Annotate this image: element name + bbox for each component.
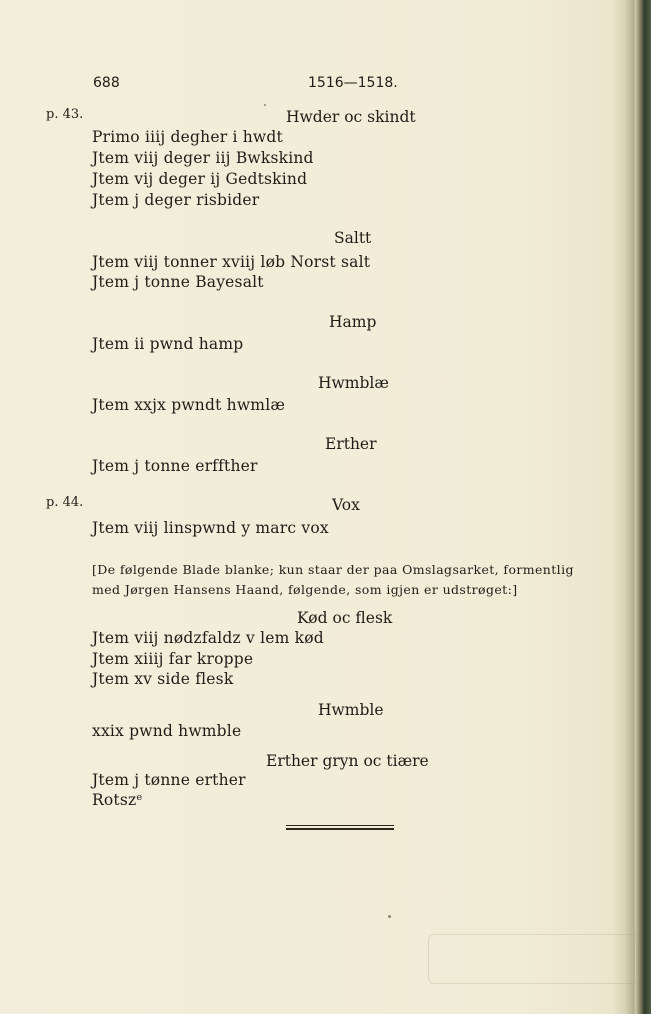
entry-line: Jtem xxjx pwndt hwmlæ <box>92 396 286 414</box>
closing-rule <box>286 825 394 826</box>
binding-edge <box>635 0 651 1014</box>
heading-hamp: Hamp <box>329 313 377 331</box>
heading-erther: Erther <box>325 435 377 453</box>
binding-shadow <box>625 0 635 1014</box>
entry-line: Jtem vij deger ij Gedtskind <box>92 170 308 188</box>
entry-line: Jtem j tonne Bayesalt <box>92 273 264 291</box>
paper-speck <box>264 104 266 106</box>
page-corner-mark <box>428 934 640 984</box>
heading-hwder: Hwder oc skindt <box>286 108 416 126</box>
paper-speck <box>388 915 391 918</box>
closing-rule <box>286 828 394 830</box>
entry-line: Jtem j tønne erther <box>92 771 246 789</box>
editorial-note-line: med Jørgen Hansens Haand, følgende, som igjen er udstrøget:] <box>92 582 518 597</box>
heading-hwmblae: Hwmblæ <box>318 374 389 392</box>
heading-vox: Vox <box>332 496 360 514</box>
heading-kod: Kød oc flesk <box>297 609 393 627</box>
entry-line: Jtem viij nødzfaldz v lem kød <box>92 629 324 647</box>
entry-line: Jtem xiiij far kroppe <box>92 650 254 668</box>
entry-line: Jtem ii pwnd hamp <box>92 335 244 353</box>
editorial-note <box>92 560 638 600</box>
entry-line: Jtem viij linspwnd y marc vox <box>92 519 329 537</box>
page-years: 1516—1518. <box>308 75 398 91</box>
page-number: 688 <box>93 75 120 91</box>
entry-line: Jtem viij tonner xviij løb Norst salt <box>92 253 371 271</box>
entry-line: xxix pwnd hwmble <box>92 722 242 740</box>
entry-line: Jtem j tonne erffther <box>92 457 258 475</box>
heading-gryn: Erther gryn oc tiære <box>266 752 429 770</box>
heading-hwmble: Hwmble <box>318 701 384 719</box>
margin-ref-p43: p. 43. <box>46 107 84 122</box>
entry-line: Jtem viij deger iij Bwkskind <box>92 149 314 167</box>
entry-line: Jtem j deger risbider <box>92 191 260 209</box>
editorial-note-line: [De følgende Blade blanke; kun staar der paa Omslagsarket, formentlig <box>92 562 574 577</box>
entry-line: Primo iiij degher i hwdt <box>92 128 283 146</box>
heading-saltt: Saltt <box>334 229 372 247</box>
entry-line: Rotszᵉ <box>92 791 143 809</box>
margin-ref-p44: p. 44. <box>46 495 84 510</box>
entry-line: Jtem xv side flesk <box>92 670 234 688</box>
